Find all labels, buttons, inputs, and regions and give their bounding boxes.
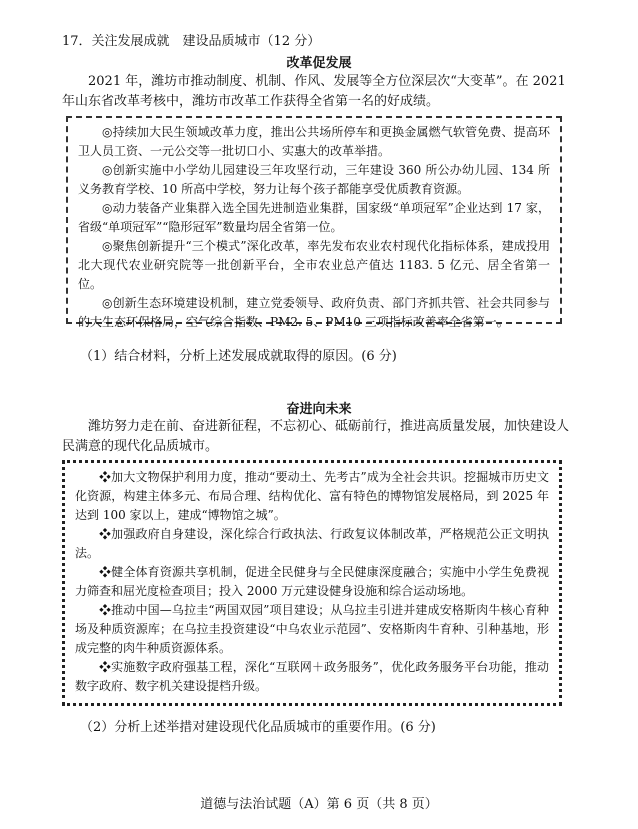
material-item: ◎聚焦创新提升“三个模式”深化改革，率先发布农业农村现代化指标体系，建成投用北大现代农业研究院等一批创新平台，全市农业总产值达 1183. 5 亿元、居全省第一位。 [78, 239, 550, 291]
section1-intro: 2021 年，潍坊市推动制度、机制、作风、发展等全方位深层次“大变革”。在 2021 年山东省改革考核中，潍坊市改革工作获得全省第一名的好成绩。 [62, 74, 566, 109]
bullet-icon: ◎ [102, 125, 113, 139]
section1-heading: 改革促发展 [286, 56, 352, 71]
question-title: 17．关注发展成就 建设品质城市（12 分） [62, 34, 321, 49]
material-item: ◎持续加大民生领域改革力度，推出公共场所停车和更换金属燃气软管免费、提高环卫人员工资、一元公交等一批切口小、实惠大的改革举措。 [78, 125, 550, 158]
bullet-icon: ❖ [99, 660, 112, 674]
page-footer: 道德与法治试题（A）第 6 页（共 8 页） [200, 797, 438, 812]
bullet-icon: ◎ [102, 163, 113, 177]
material-item: ❖加强政府自身建设，深化综合行政执法、行政复议体制改革，严格规范公正文明执法。 [75, 527, 549, 560]
bullet-icon: ❖ [99, 470, 112, 484]
subquestion-1: （1）结合材料，分析上述发展成就取得的原因。(6 分) [80, 349, 397, 364]
material-item: ❖健全体育资源共享机制，促进全民健身与全民健康深度融合；实施中小学生免费视力筛查和屈光度检查项目；投入 2000 万元建设健身设施和综合运动场地。 [75, 565, 549, 598]
bullet-icon: ◎ [102, 296, 113, 310]
material-item: ❖推动中国—乌拉圭“两国双园”项目建设；从乌拉圭引进并建成安格斯肉牛核心育种场及种质资源库；在乌拉圭投资建设“中乌农业示范园”、安格斯肉牛育种、引种基地，形成完整的肉牛种质资源体系。 [75, 603, 549, 655]
section2-material-box [62, 460, 562, 706]
bullet-icon: ❖ [99, 565, 112, 579]
section1-material-box [66, 116, 562, 329]
material-item: ◎动力装备产业集群入选全国先进制造业集群，国家级“单项冠军”企业达到 17 家，省级“单项冠军”“隐形冠军”数量均居全省第一位。 [78, 201, 550, 234]
material-item: ❖实施数字政府强基工程，深化“互联网＋政务服务”，优化政务服务平台功能，推动数字政府、数字机关建设提档升级。 [75, 660, 549, 693]
section2-heading: 奋进向未来 [286, 402, 352, 417]
material-item: ❖加大文物保护利用力度，推动“要动土、先考古”成为全社会共识。挖掘城市历史文化资源，构建主体多元、布局合理、结构优化、富有特色的博物馆发展格局，到 2025 年达到 100 家以上，建成“博物馆之城”。 [75, 470, 549, 522]
bullet-icon: ❖ [99, 603, 112, 617]
bullet-icon: ◎ [102, 239, 113, 253]
material-item: ◎创新实施中小学幼儿园建设三年攻坚行动，三年建设 360 所公办幼儿园、134 所义务教育学校、10 所高中学校，努力让每个孩子都能享受优质教育资源。 [78, 163, 550, 196]
bullet-icon: ◎ [102, 201, 113, 215]
material-item: ◎创新生态环境建设机制，建立党委领导、政府负责、部门齐抓共管、社会共同参与的大生态环保格局，空气综合指数、PM2. 5、PM10 三项指标改善率全省第一。 [78, 296, 550, 329]
section2-intro: 潍坊努力走在前、奋进新征程，不忘初心、砥砺前行，推进高质量发展，加快建设人民满意的现代化品质城市。 [62, 419, 570, 454]
bullet-icon: ❖ [99, 527, 112, 541]
subquestion-2: （2）分析上述举措对建设现代化品质城市的重要作用。(6 分) [80, 720, 436, 735]
